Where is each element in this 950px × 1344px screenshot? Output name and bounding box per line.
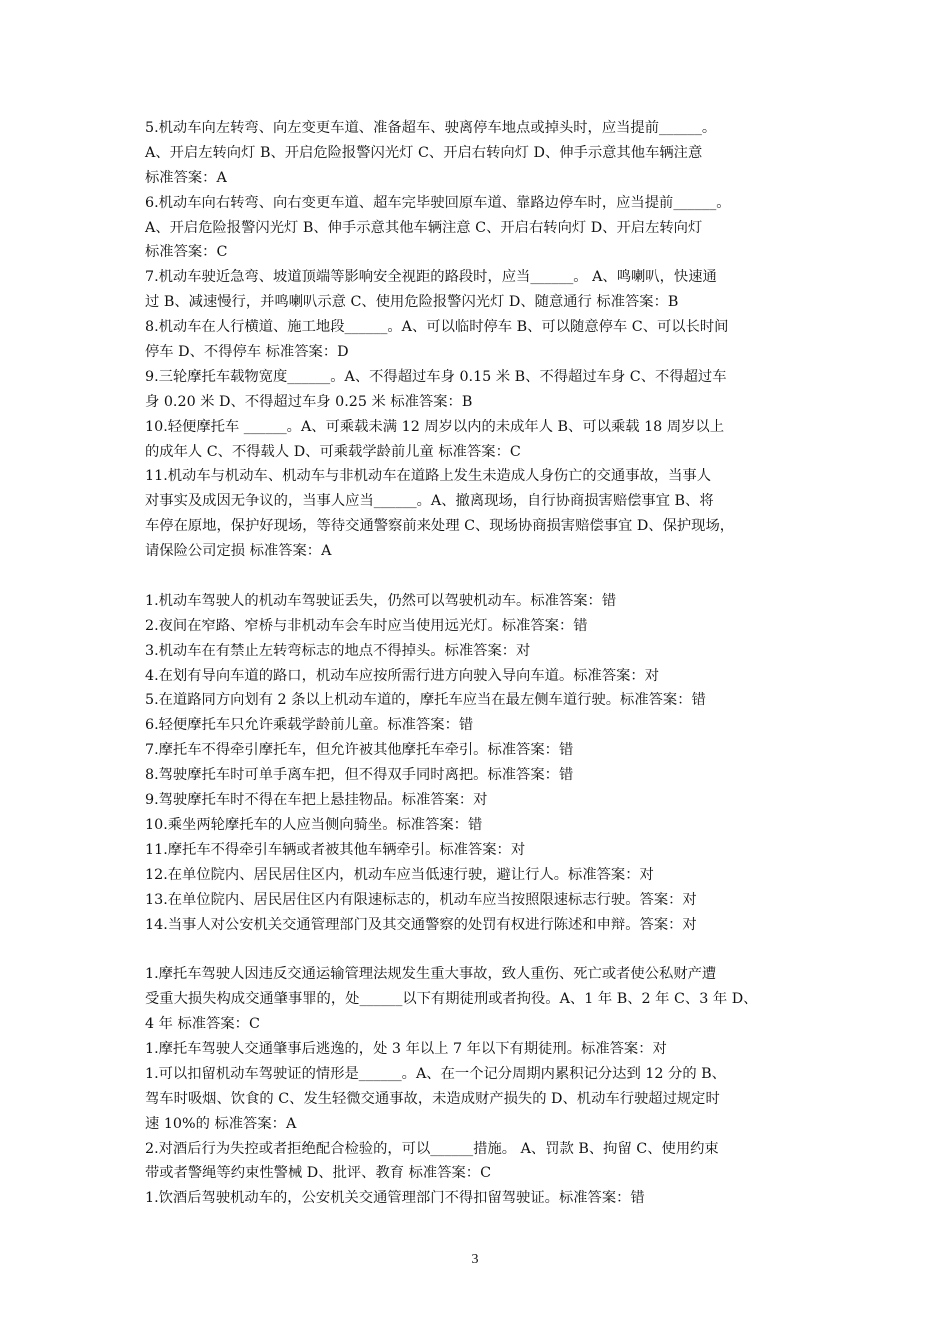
text-line: 2.对酒后行为失控或者拒绝配合检验的，可以______措施。 A、罚款 B、拘留 C、使用约束 <box>145 1140 719 1157</box>
text-line: 受重大损失构成交通肇事罪的，处______以下有期徒刑或者拘役。A、1 年 B、2 年 C、3 年 D、 <box>145 991 758 1008</box>
text-line: 1.饮酒后驾驶机动车的，公安机关交通管理部门不得扣留驾驶证。标准答案：错 <box>145 1190 645 1207</box>
text-line: 14.当事人对公安机关交通管理部门及其交通警察的处罚有权进行陈述和申辩。答案：对 <box>145 916 697 933</box>
document-body <box>145 116 813 1211</box>
text-line: 1.摩托车驾驶人交通肇事后逃逸的，处 3 年以上 7 年以下有期徒刑。标准答案：对 <box>145 1040 667 1057</box>
text-line: 停车 D、不得停车 标准答案：D <box>145 344 349 361</box>
text-line: 10.乘坐两轮摩托车的人应当侧向骑坐。标准答案：错 <box>145 816 483 833</box>
text-line: A、开启左转向灯 B、开启危险报警闪光灯 C、开启右转向灯 D、伸手示意其他车辆注意 <box>145 144 703 161</box>
text-line: 请保险公司定损 标准答案：A <box>145 543 332 560</box>
section-gap <box>145 564 813 589</box>
text-line: 的成年人 C、不得载人 D、可乘载学龄前儿童 标准答案：C <box>145 443 521 460</box>
text-line: 对事实及成因无争议的，当事人应当______。A、撤离现场，自行协商损害赔偿事宜 B、将 <box>145 493 714 510</box>
text-line: 驾车时吸烟、饮食的 C、发生轻微交通事故，未造成财产损失的 D、机动车行驶超过规定时 <box>145 1090 720 1107</box>
text-line: 9.三轮摩托车载物宽度______。A、不得超过车身 0.15 米 B、不得超过车身 C、不得超过车 <box>145 368 727 385</box>
section-choice-questions <box>145 116 813 564</box>
text-line: 4.在划有导向车道的路口，机动车应按所需行进方向驶入导向车道。标准答案：对 <box>145 667 660 684</box>
text-line: 5.在道路同方向划有 2 条以上机动车道的，摩托车应当在最左侧车道行驶。标准答案：错 <box>145 692 706 709</box>
text-line: 6.轻便摩托车只允许乘载学龄前儿童。标准答案：错 <box>145 717 474 734</box>
section-true-false-questions <box>145 589 813 937</box>
text-line: 标准答案：C <box>145 244 228 261</box>
text-line: 12.在单位院内、居民居住区内，机动车应当低速行驶，避让行人。标准答案：对 <box>145 866 654 883</box>
text-line: 8.驾驶摩托车时可单手离车把，但不得双手同时离把。标准答案：错 <box>145 767 574 784</box>
text-line: 带或者警绳等约束性警械 D、批评、教育 标准答案：C <box>145 1165 492 1182</box>
text-line: A、开启危险报警闪光灯 B、伸手示意其他车辆注意 C、开启右转向灯 D、开启左转向灯 <box>145 219 703 236</box>
section-gap <box>145 937 813 962</box>
text-line: 4 年 标准答案：C <box>145 1016 260 1033</box>
text-line: 1.摩托车驾驶人因违反交通运输管理法规发生重大事故，致人重伤、死亡或者使公私财产遭 <box>145 966 717 983</box>
text-line: 2.夜间在窄路、窄桥与非机动车会车时应当使用远光灯。标准答案：错 <box>145 617 588 634</box>
text-line: 3.机动车在有禁止左转弯标志的地点不得掉头。标准答案：对 <box>145 642 531 659</box>
text-line: 11.摩托车不得牵引车辆或者被其他车辆牵引。标准答案：对 <box>145 841 526 858</box>
text-line: 9.驾驶摩托车时不得在车把上悬挂物品。标准答案：对 <box>145 792 488 809</box>
text-line: 7.摩托车不得牵引摩托车，但允许被其他摩托车牵引。标准答案：错 <box>145 742 574 759</box>
text-line: 13.在单位院内、居民居住区内有限速标志的，机动车应当按照限速标志行驶。答案：对 <box>145 891 697 908</box>
text-line: 标准答案：A <box>145 169 227 186</box>
text-line: 10.轻便摩托车 ______。A、可乘载未满 12 周岁以内的未成年人 B、可以乘载 18 周岁以上 <box>145 418 725 435</box>
text-line: 速 10%的 标准答案：A <box>145 1115 297 1132</box>
text-line: 8.机动车在人行横道、施工地段______。A、可以临时停车 B、可以随意停车 C、可以长时间 <box>145 319 729 336</box>
text-line: 11.机动车与机动车、机动车与非机动车在道路上发生未造成人身伤亡的交通事故，当事人 <box>145 468 712 485</box>
text-line: 1.机动车驾驶人的机动车驾驶证丢失，仍然可以驾驶机动车。标准答案：错 <box>145 592 617 609</box>
text-line: 过 B、减速慢行，并鸣喇叭示意 C、使用危险报警闪光灯 D、随意通行 标准答案：B <box>145 294 679 311</box>
text-line: 7.机动车驶近急弯、坡道顶端等影响安全视距的路段时，应当______。 A、鸣喇叭，快速通 <box>145 269 717 286</box>
section-legal-questions <box>145 962 813 1211</box>
text-line: 6.机动车向右转弯、向右变更车道、超车完毕驶回原车道、靠路边停车时，应当提前______。 <box>145 194 731 211</box>
text-line: 车停在原地，保护好现场，等待交通警察前来处理 C、现场协商损害赔偿事宜 D、保护现场， <box>145 518 735 535</box>
text-line: 5.机动车向左转弯、向左变更车道、准备超车、驶离停车地点或掉头时，应当提前______。 <box>145 120 717 136</box>
text-line: 1.可以扣留机动车驾驶证的情形是______。A、在一个记分周期内累积记分达到 12 分的 B、 <box>145 1065 726 1082</box>
page-number: 3 <box>471 1252 479 1267</box>
text-line: 身 0.20 米 D、不得超过车身 0.25 米 标准答案：B <box>145 393 473 410</box>
